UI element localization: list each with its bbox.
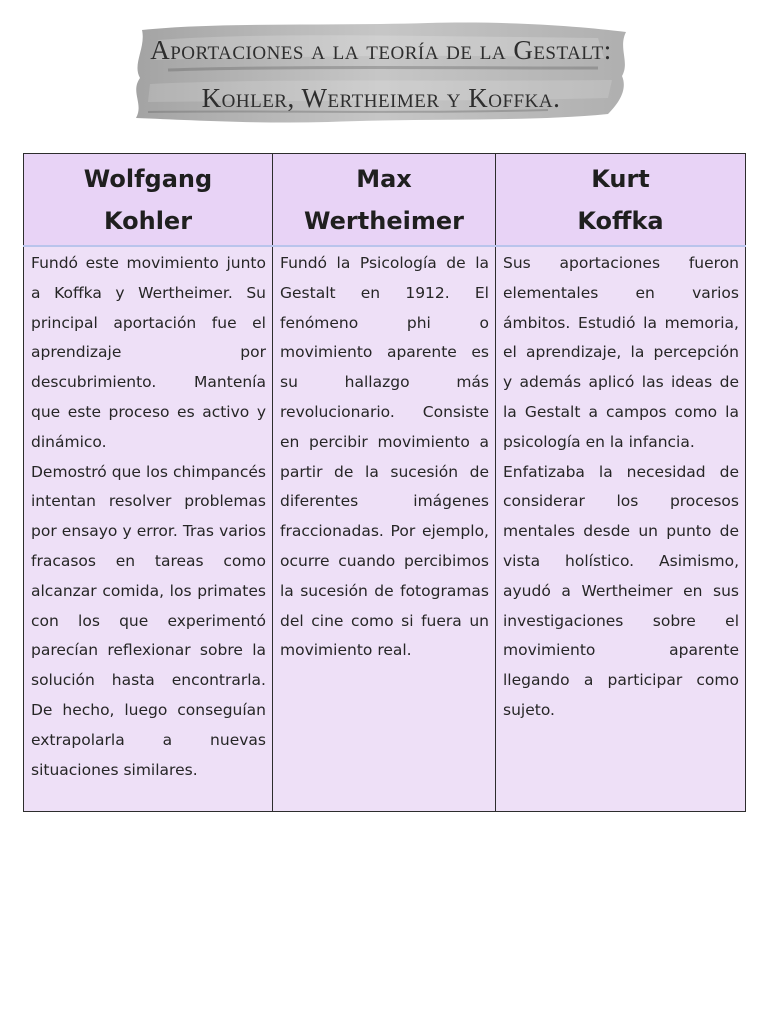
cell-koffka — [496, 246, 746, 812]
title-line-1: Aportaciones a la teoría de la Gestalt: — [150, 35, 612, 65]
header-last-name: Koffka — [577, 206, 664, 235]
koffka-paragraph-2: Enfatizaba la necesidad de considerar los procesos mentales desde un punto de vista holístico. Asimismo, ayudó a Wertheimer en sus investigaciones sobre el movimiento aparente llegando a participar como sujeto. — [503, 462, 739, 719]
table-header-row — [24, 154, 746, 247]
header-last-name: Kohler — [103, 206, 193, 235]
header-first-name: Kurt — [591, 164, 650, 193]
wertheimer-paragraph-1: Fundó la Psicología de la Gestalt en 1912. El fenómeno phi o movimiento aparente es su hallazgo más revolucionario. Consiste en percibir movimiento a partir de la sucesión de diferentes imágenes fraccionadas. Por ejemplo, ocurre cuando percibimos la sucesión de fotogramas del cine como si fuera un movimiento real. — [280, 254, 489, 660]
header-wertheimer — [273, 154, 496, 247]
kohler-paragraph-2: Demostró que los chimpancés intentan resolver problemas por ensayo y error. Tras varios fracasos en tareas como alcanzar comida, los primates con los que experimentó parecían reflexionar sobre la solución hasta encontrarla. De hecho, luego conseguían extrapolarla a nuevas situaciones similares. — [31, 462, 266, 779]
koffka-paragraph-1: Sus aportaciones fueron elementales en varios ámbitos. Estudió la memoria, el aprendizaje, la percepción y además aplicó las ideas de la Gestalt a campos como la psicología en la infancia. — [503, 254, 739, 451]
table-body-row — [24, 246, 746, 812]
comparison-table — [23, 153, 746, 812]
kohler-paragraph-1: Fundó este movimiento junto a Koffka y Wertheimer. Su principal aportación fue el aprendizaje por descubrimiento. Mantenía que este proceso es activo y dinámico. — [31, 254, 266, 451]
cell-kohler — [24, 246, 273, 812]
header-first-name: Max — [356, 164, 412, 193]
header-koffka — [496, 154, 746, 247]
page-title — [128, 26, 634, 122]
header-kohler — [24, 154, 273, 247]
header-first-name: Wolfgang — [83, 164, 213, 193]
cell-wertheimer — [273, 246, 496, 812]
header-last-name: Wertheimer — [304, 206, 464, 235]
title-line-2: Kohler, Wertheimer y Koffka. — [201, 83, 561, 113]
